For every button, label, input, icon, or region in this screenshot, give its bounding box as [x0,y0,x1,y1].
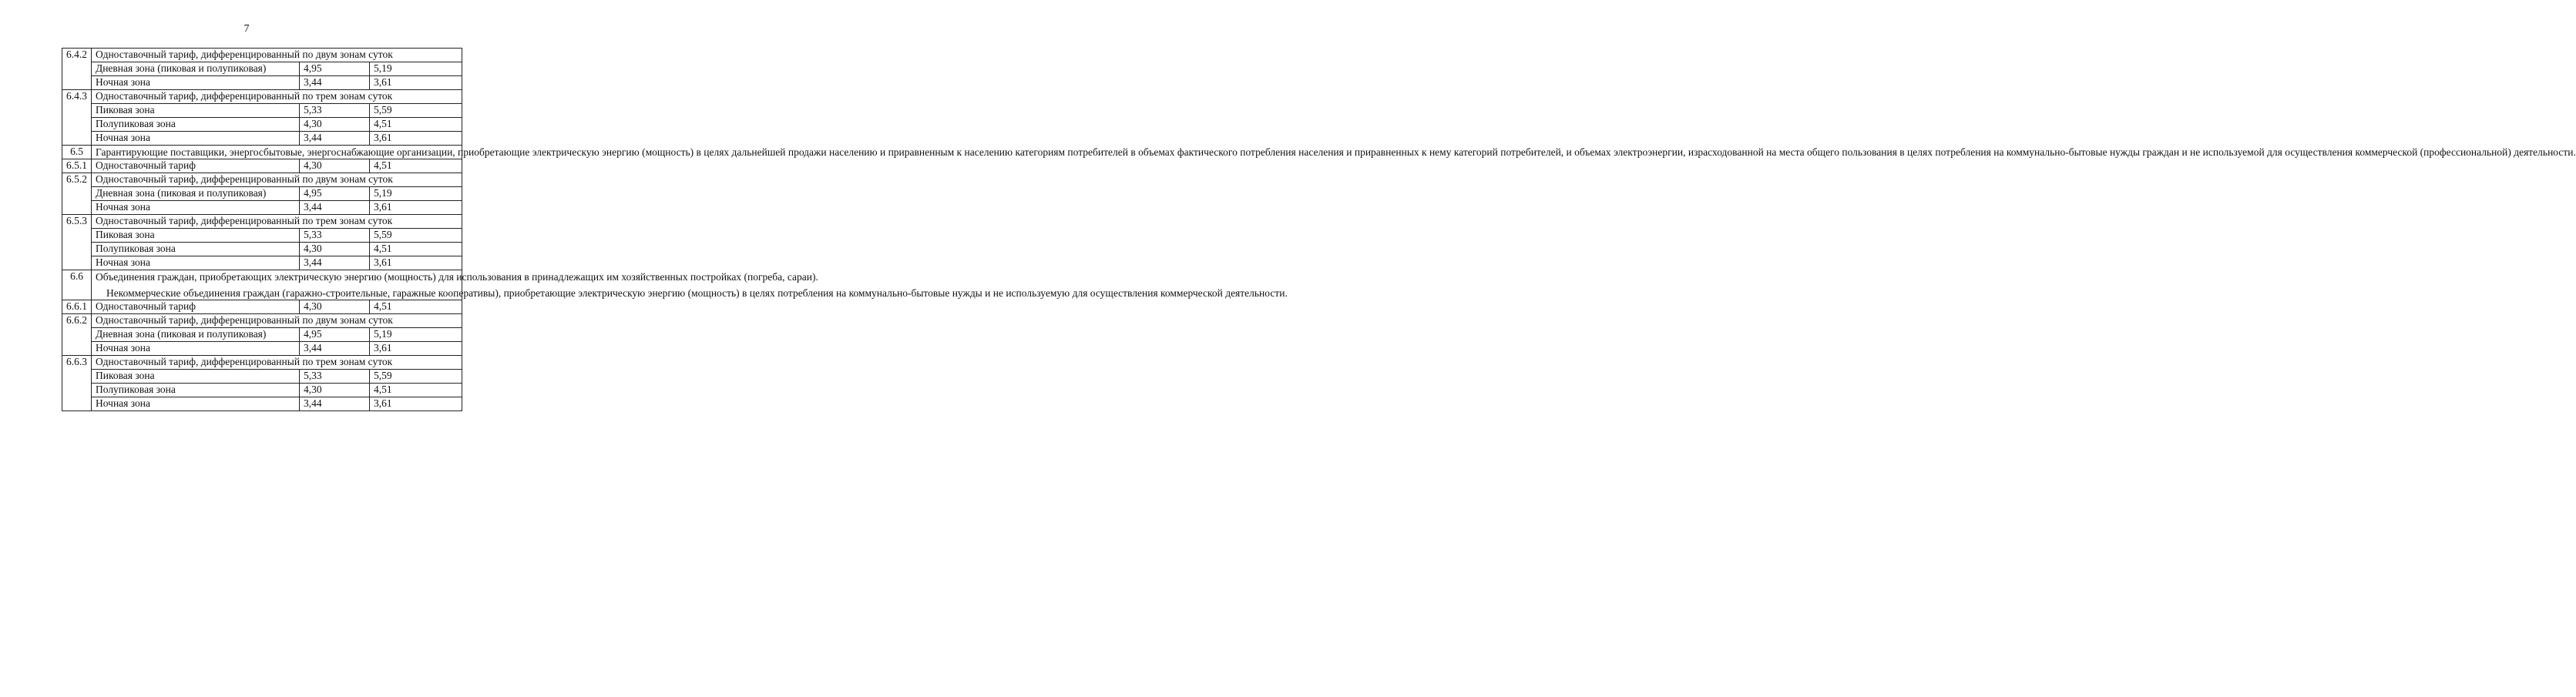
zone-label: Дневная зона (пиковая и полупиковая) [92,62,300,76]
value-second-half: 5,59 [370,104,462,118]
table-row [62,229,462,243]
tariff-heading: Одноставочный тариф, дифференцированный по трем зонам суток [92,90,462,104]
value-first-half: 4,95 [300,328,370,342]
value-first-half: 3,44 [300,76,370,90]
table-row [62,132,462,146]
zone-label: Ночная зона [92,201,300,215]
value-second-half: 3,61 [370,256,462,270]
table-row [62,90,462,104]
value-second-half: 3,61 [370,201,462,215]
table-row [62,118,462,132]
zone-label: Дневная зона (пиковая и полупиковая) [92,187,300,201]
table-row [62,243,462,256]
row-number: 6.5.2 [62,173,92,215]
value-first-half: 4,95 [300,187,370,201]
paragraph: Объединения граждан, приобретающих электрическую энергию (мощность) для использования в принадлежащих им хозяйственных постройках (погреба, сараи). [96,271,818,283]
zone-label: Ночная зона [92,397,300,411]
value-first-half: 4,30 [300,384,370,397]
table-row [62,173,462,187]
value-first-half: 4,30 [300,300,370,314]
tariff-heading: Одноставочный тариф, дифференцированный по двум зонам суток [92,49,462,62]
value-first-half: 4,30 [300,118,370,132]
value-second-half: 5,59 [370,229,462,243]
value-second-half: 5,19 [370,187,462,201]
category-description [92,270,1288,300]
value-second-half: 4,51 [370,384,462,397]
value-first-half: 3,44 [300,256,370,270]
value-second-half: 4,51 [370,159,462,173]
value-first-half: 5,33 [300,104,370,118]
value-second-half: 5,59 [370,370,462,384]
page-number: 7 [243,23,250,35]
tariff-heading: Одноставочный тариф, дифференцированный по трем зонам суток [92,356,462,370]
table-row [62,49,462,62]
table-row [62,370,462,384]
zone-label: Полупиковая зона [92,118,300,132]
value-first-half: 3,44 [300,397,370,411]
value-second-half: 5,19 [370,62,462,76]
zone-label: Дневная зона (пиковая и полупиковая) [92,328,300,342]
row-number: 6.4.3 [62,90,92,146]
zone-label: Полупиковая зона [92,384,300,397]
value-second-half: 5,19 [370,328,462,342]
value-first-half: 3,44 [300,201,370,215]
value-first-half: 5,33 [300,370,370,384]
table-row [62,159,462,173]
table-row [62,328,462,342]
tariff-label: Одноставочный тариф [92,159,300,173]
table-row [62,62,462,76]
zone-label: Пиковая зона [92,370,300,384]
value-first-half: 5,33 [300,229,370,243]
table-row [62,314,462,328]
table-row [62,201,462,215]
value-first-half: 4,30 [300,243,370,256]
zone-label: Ночная зона [92,132,300,146]
row-number: 6.6 [62,270,92,300]
table-row [62,76,462,90]
row-number: 6.6.2 [62,314,92,356]
value-first-half: 3,44 [300,132,370,146]
tariff-table [62,48,2576,411]
value-second-half: 3,61 [370,342,462,356]
row-number: 6.6.1 [62,300,92,314]
zone-label: Полупиковая зона [92,243,300,256]
table-row [62,270,462,300]
category-description [92,146,2576,159]
zone-label: Ночная зона [92,256,300,270]
paragraph: Некоммерческие объединения граждан (гаражно-строительные, гаражные кооперативы), приобретающие электрическую энергию (мощность) в целях потребления на коммунально-бытовые нужды и не используемую для осуществления коммерческой деятельности. [106,287,1288,299]
row-number: 6.5.3 [62,215,92,270]
value-second-half: 4,51 [370,243,462,256]
row-number: 6.4.2 [62,49,92,90]
row-number: 6.5 [62,146,92,159]
table-row [62,384,462,397]
table-row [62,356,462,370]
table-row [62,187,462,201]
value-first-half: 4,30 [300,159,370,173]
table-row [62,215,462,229]
zone-label: Ночная зона [92,342,300,356]
table-row [62,300,462,314]
value-second-half: 4,51 [370,118,462,132]
zone-label: Пиковая зона [92,104,300,118]
table-row [62,256,462,270]
table-row [62,342,462,356]
table-row [62,397,462,411]
value-second-half: 3,61 [370,76,462,90]
zone-label: Пиковая зона [92,229,300,243]
zone-label: Ночная зона [92,76,300,90]
row-number: 6.6.3 [62,356,92,411]
row-number: 6.5.1 [62,159,92,173]
value-second-half: 4,51 [370,300,462,314]
value-second-half: 3,61 [370,397,462,411]
table-row [62,146,462,159]
paragraph: Гарантирующие поставщики, энергосбытовые, энергоснабжающие организации, приобретающие электрическую энергию (мощность) в целях дальнейшей продажи населению и приравненным к населению категориям потребителей в объемах фактического потребления населения и приравненных к нему категорий потребителей, и объемах электроэнергии, израсходованной на места общего пользования в целях потребления на коммунально-бытовые нужды граждан и не используемой для осуществления коммерческой (профессиональной) деятельности. [96,146,2576,158]
tariff-heading: Одноставочный тариф, дифференцированный по двум зонам суток [92,173,462,187]
table-row [62,104,462,118]
tariff-heading: Одноставочный тариф, дифференцированный по двум зонам суток [92,314,462,328]
value-second-half: 3,61 [370,132,462,146]
value-first-half: 3,44 [300,342,370,356]
value-first-half: 4,95 [300,62,370,76]
tariff-heading: Одноставочный тариф, дифференцированный по трем зонам суток [92,215,462,229]
tariff-label: Одноставочный тариф [92,300,300,314]
